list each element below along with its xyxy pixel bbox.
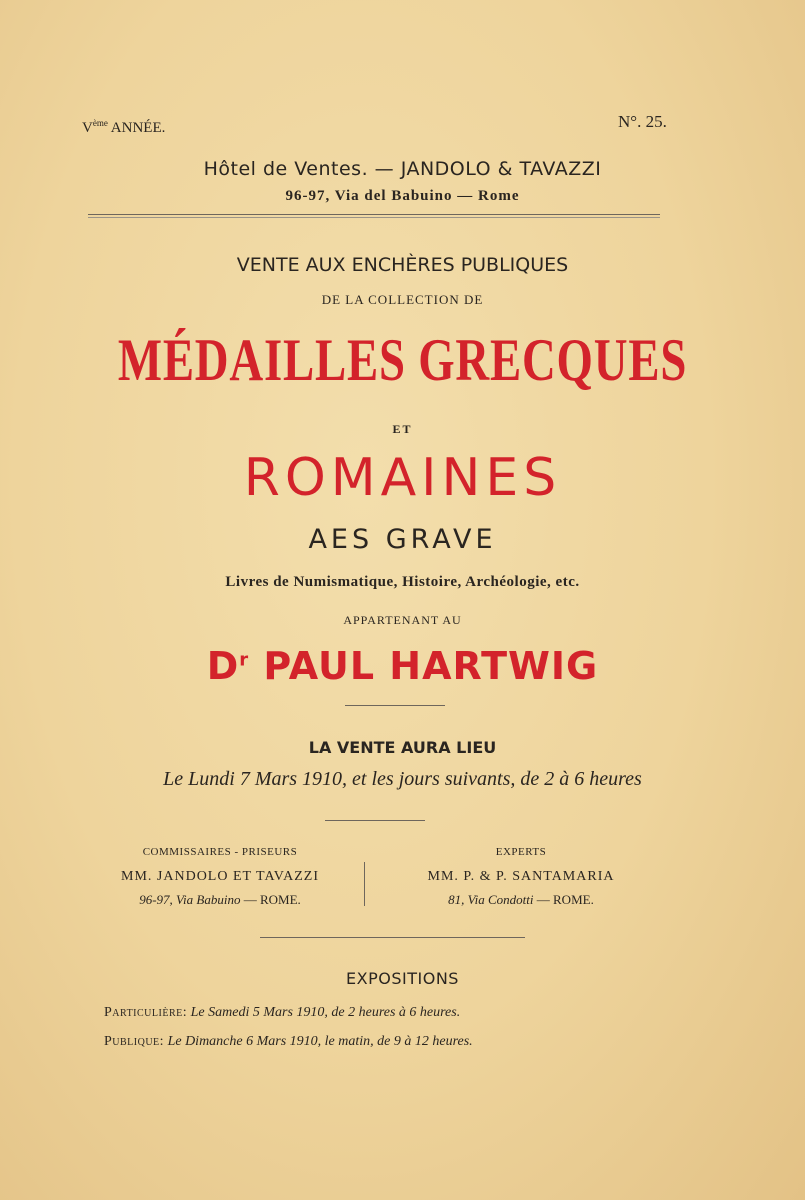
aes-grave: AES GRAVE <box>308 524 497 555</box>
experts-address: 81, Via Condotti — ROME. <box>448 892 594 907</box>
hotel-address: 96-97, Via del Babuino — Rome <box>285 188 520 204</box>
hotel-de-ventes: Hôtel de Ventes. — JANDOLO & TAVAZZI <box>203 158 602 180</box>
collection-subheading: DE LA COLLECTION DE <box>321 292 484 307</box>
columns-divider <box>260 937 525 938</box>
livres-line: Livres de Numismatique, Histoire, Archéologie, etc. <box>225 574 580 590</box>
sale-divider <box>325 820 425 821</box>
expositions-heading: EXPOSITIONS <box>346 969 459 988</box>
issue-number: N°. 25. <box>618 112 667 131</box>
header-divider <box>88 214 660 218</box>
commissaires-title: COMMISSAIRES - PRISEURS <box>142 846 298 858</box>
experts-title: EXPERTS <box>495 846 547 858</box>
commissaires-address: 96-97, Via Babuino — ROME. <box>139 892 301 907</box>
vente-aura-lieu: LA VENTE AURA LIEU <box>308 738 497 757</box>
year-label: Vème ANNÉE. <box>82 118 166 136</box>
auction-heading: VENTE AUX ENCHÈRES PUBLIQUES <box>236 254 569 276</box>
medailles-grecques-title: MÉDAILLES GRECQUES <box>117 327 688 393</box>
commissaires-names: MM. JANDOLO ET TAVAZZI <box>121 869 319 884</box>
exposition-publique: Publique: Le Dimanche 6 Mars 1910, le matin, de 9 à 12 heures. <box>104 1034 473 1049</box>
exposition-particuliere: Particulière: Le Samedi 5 Mars 1910, de 2 heures à 6 heures. <box>104 1005 461 1020</box>
owner-name: $D^r$ PAUL HARTWIG <box>206 644 599 688</box>
experts-column <box>385 846 657 908</box>
romaines-title: ROMAINES <box>243 448 562 508</box>
experts-names: MM. P. & P. SANTAMARIA <box>427 869 615 884</box>
et-conjunction: ET <box>392 422 413 436</box>
commissaires-column <box>90 846 350 908</box>
appartenant-au: APPARTENANT AU <box>343 613 462 627</box>
owner-divider <box>345 705 445 706</box>
column-separator <box>364 862 365 906</box>
sale-date: Le Lundi 7 Mars 1910, et les jours suivants, de 2 à 6 heures <box>163 768 642 790</box>
